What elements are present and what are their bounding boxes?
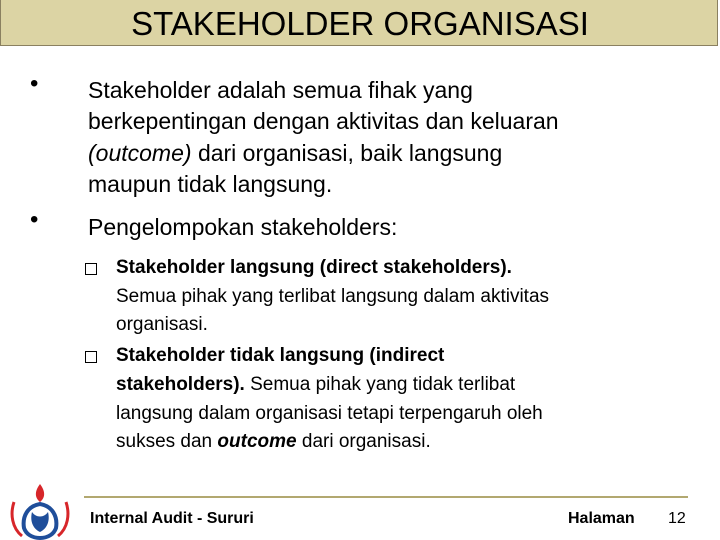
footer-author: Internal Audit - Sururi xyxy=(90,510,254,527)
outcome-italic: (outcome) xyxy=(88,140,192,166)
bullet-1-line-3: (outcome) dari organisasi, baik langsung xyxy=(88,140,503,166)
sub-item-1-line-1: Semua pihak yang terlibat langsung dalam aktivitas xyxy=(116,286,550,307)
bullet-marker: • xyxy=(30,206,39,233)
sub-item-1-heading: Stakeholder langsung (direct stakeholders). xyxy=(116,257,512,278)
footer-page-label: Halaman xyxy=(568,510,635,527)
bullet-2-line-1: Pengelompokan stakeholders: xyxy=(88,214,398,240)
checkbox-square-icon xyxy=(85,351,97,363)
slide-title: STAKEHOLDER ORGANISASI xyxy=(131,5,589,42)
organization-logo-icon xyxy=(8,482,72,540)
sub-item-2-line-2: stakeholders). Semua pihak yang tidak terlibat xyxy=(116,374,516,395)
bullet-1-line-4: maupun tidak langsung. xyxy=(88,171,333,197)
bullet-1-line-1: Stakeholder adalah semua fihak yang xyxy=(88,77,473,103)
sub-item-2-line-4: sukses dan outcome dari organisasi. xyxy=(116,431,431,452)
sub-item-2-heading: Stakeholder tidak langsung (indirect xyxy=(116,345,445,366)
bullet-marker: • xyxy=(30,70,39,97)
bullet-1-line-2: berkepentingan dengan aktivitas dan keluaran xyxy=(88,108,559,134)
sub-item-2-line-3: langsung dalam organisasi tetapi terpengaruh oleh xyxy=(116,403,543,424)
page-number: 12 xyxy=(668,510,686,527)
outcome-bold-italic: outcome xyxy=(217,431,297,452)
sub-item-1-line-2: organisasi. xyxy=(116,314,208,335)
checkbox-square-icon xyxy=(85,263,97,275)
footer-divider xyxy=(84,496,688,498)
